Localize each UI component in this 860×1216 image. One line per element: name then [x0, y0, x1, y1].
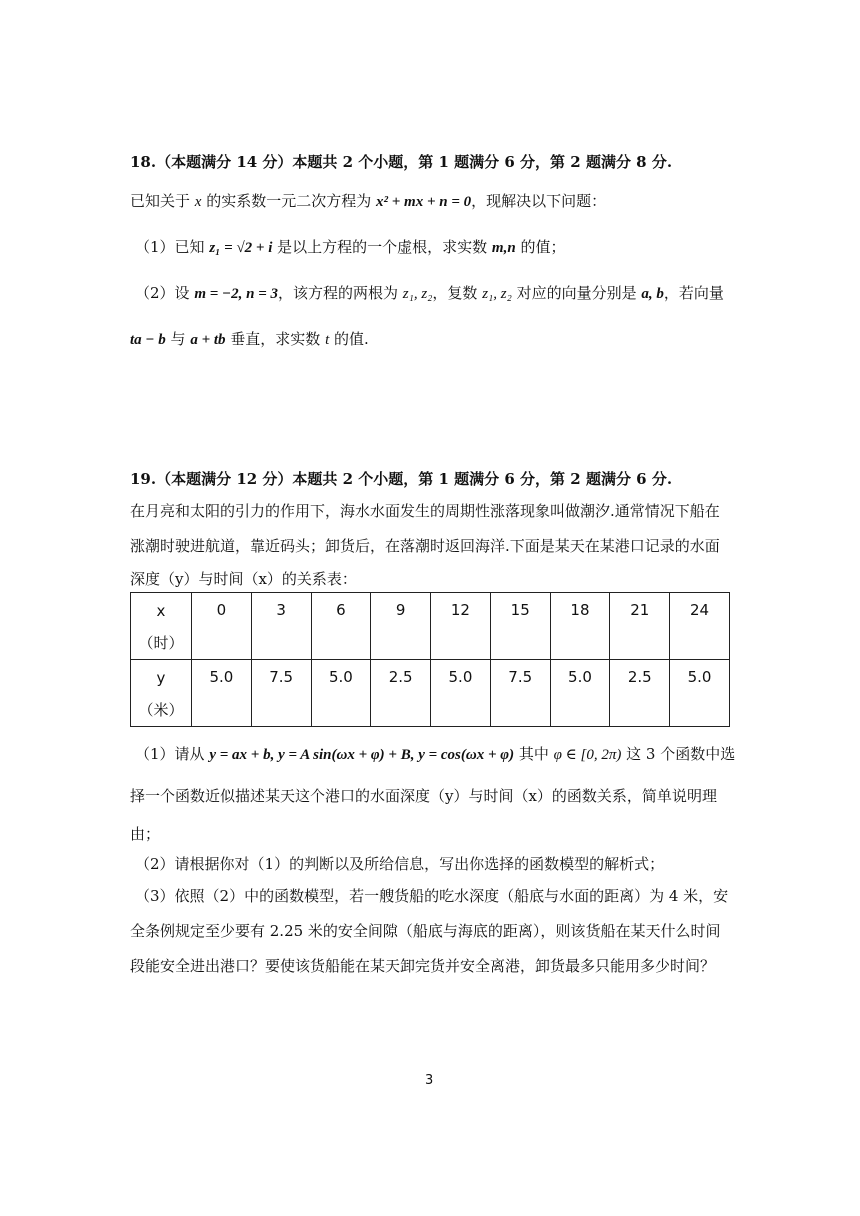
q18-part2-cont — [130, 329, 369, 350]
q18-p2l2-text-e: 的值. — [329, 330, 369, 348]
q18-p1-text-c: 的值； — [515, 238, 566, 256]
table-cell: 7.5 — [490, 660, 550, 727]
q18-p2-roots: z₁, z₂ — [402, 286, 433, 302]
table-cell: 5.0 — [311, 660, 371, 727]
q18-p1-vars: m,n — [491, 240, 516, 256]
y-label: y — [156, 669, 166, 687]
q19-phi-condition: φ ∈ [0, 2π) — [553, 747, 622, 763]
q18-vector-expr-2: a + tb — [190, 332, 226, 348]
q19-p1-text-a: （1）请从 — [135, 745, 210, 763]
q19-intro-line-3: 深度（y）与时间（x）的关系表： — [130, 570, 357, 588]
q18-intro-var: x — [194, 194, 202, 210]
table-cell: 5.0 — [670, 660, 730, 727]
table-cell: 12 — [431, 593, 491, 660]
q18-p2-text-c: ，复数 — [432, 284, 483, 302]
table-cell: 3 — [251, 593, 311, 660]
table-cell: 15 — [490, 593, 550, 660]
table-cell: 6 — [311, 593, 371, 660]
q18-part2 — [135, 283, 724, 304]
table-cell: 0 — [192, 593, 252, 660]
table-cell: 2.5 — [610, 660, 670, 727]
q19-header: 19.（本题满分 12 分）本题共 2 个小题，第 1 题满分 6 分，第 2 题满分 6 分. — [130, 470, 673, 488]
table-cell: 9 — [371, 593, 431, 660]
q19-intro-line-2: 涨潮时驶进航道，靠近码头；卸货后，在落潮时返回海洋.下面是某天在某港口记录的水面 — [130, 537, 720, 555]
table-cell: 18 — [550, 593, 610, 660]
q18-p2-text-b: ，该方程的两根为 — [278, 284, 403, 302]
q19-intro-line-1: 在月亮和太阳的引力的作用下，海水水面发生的周期性涨落现象叫做潮汐.通常情况下船在 — [130, 502, 720, 520]
x-label: x — [156, 602, 166, 620]
q19-part3-line-3: 段能安全进出港口？要使该货船能在某天卸完货并安全离港，卸货最多只能用多少时间？ — [130, 957, 716, 975]
x-unit: （时） — [138, 634, 184, 652]
table-cell: 5.0 — [550, 660, 610, 727]
q18-p2l2-text-d: 垂直，求实数 — [225, 330, 326, 348]
y-unit: （米） — [138, 701, 184, 719]
q19-part2: （2）请根据你对（1）的判断以及所给信息，写出你选择的函数模型的解析式； — [135, 855, 665, 873]
page-number: 3 — [425, 1073, 434, 1088]
table-cell: 24 — [670, 593, 730, 660]
q18-intro-text-c: ，现解决以下问题： — [471, 192, 607, 210]
q18-intro — [130, 191, 606, 212]
table-cell: 7.5 — [251, 660, 311, 727]
tide-table — [130, 592, 730, 727]
q19-part1 — [135, 744, 735, 765]
q18-vector-expr-1: ta − b — [130, 332, 166, 348]
q19-p1-text-b: 其中 — [514, 745, 554, 763]
q18-p2l2-text-b: 与 — [165, 330, 191, 348]
q18-p2-text-d: 对应的向量分别是 — [511, 284, 642, 302]
q19-part1-line-3: 由； — [130, 825, 161, 843]
q18-p2-vectors: a, b — [641, 286, 664, 302]
q18-intro-text-a: 已知关于 — [130, 192, 195, 210]
q18-p1-text-b: 是以上方程的一个虚根，求实数 — [272, 238, 492, 256]
table-row-y — [131, 660, 730, 727]
q19-part3-line-1: （3）依照（2）中的函数模型，若一艘货船的吃水深度（船底与水面的距离）为 4 米，安 — [135, 887, 729, 905]
table-header-x — [131, 593, 192, 660]
q18-p1-root: z₁ = √2 + i — [209, 240, 273, 256]
table-header-y — [131, 660, 192, 727]
table-cell: 2.5 — [371, 660, 431, 727]
table-cell: 21 — [610, 593, 670, 660]
q18-quadratic-equation: x² + mx + n = 0 — [376, 194, 472, 210]
q18-part1 — [135, 237, 565, 258]
q18-p2-text-e: ，若向量 — [663, 284, 724, 302]
table-row-x — [131, 593, 730, 660]
q18-p2-values: m = −2, n = 3 — [194, 286, 279, 302]
q18-var-t: t — [325, 332, 330, 348]
table-cell: 5.0 — [192, 660, 252, 727]
q19-function-options: y = ax + b, y = A sin(ωx + φ) + B, y = cos(ωx + φ) — [209, 747, 515, 763]
q18-header: 18.（本题满分 14 分）本题共 2 个小题，第 1 题满分 6 分，第 2 题满分 8 分. — [130, 153, 673, 171]
q18-p2-roots-2: z₁, z₂ — [482, 286, 512, 302]
table-cell: 5.0 — [431, 660, 491, 727]
q19-part3-line-2: 全条例规定至少要有 2.25 米的安全间隙（船底与海底的距离），则该货船在某天什么时间 — [130, 922, 721, 940]
q18-p2-text-a: （2）设 — [135, 284, 195, 302]
q19-p1-text-c: 这 3 个函数中选 — [621, 745, 736, 763]
q18-p1-text-a: （1）已知 — [135, 238, 210, 256]
q19-part1-line-2: 择一个函数近似描述某天这个港口的水面深度（y）与时间（x）的函数关系，简单说明理 — [130, 787, 717, 805]
q18-intro-text-b: 的实系数一元二次方程为 — [201, 192, 376, 210]
